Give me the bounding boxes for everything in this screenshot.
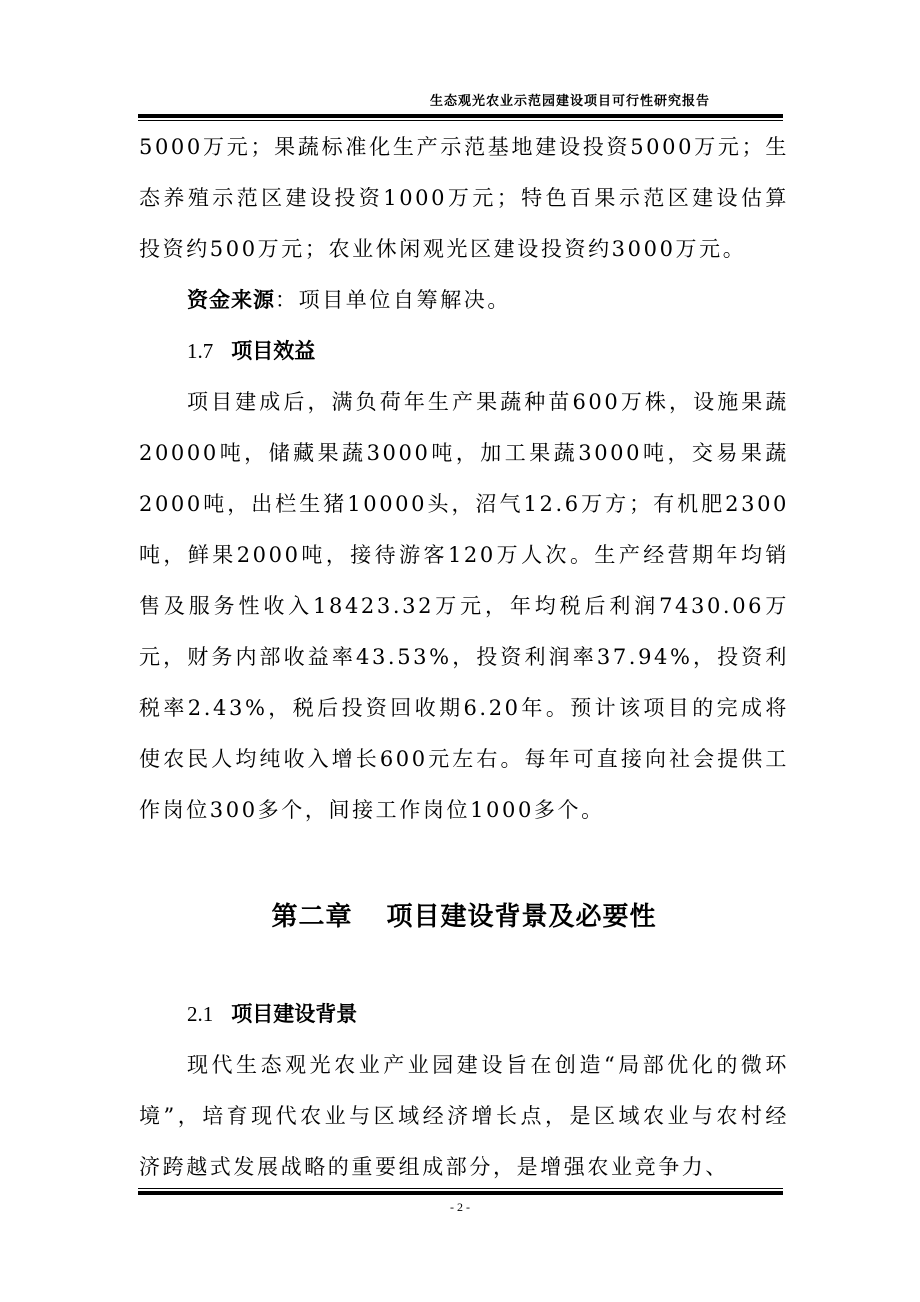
section-number: 1.7 — [187, 339, 214, 363]
spacer — [139, 836, 789, 892]
header-rule-thick — [138, 114, 783, 118]
paragraph-investment: 5000万元；果蔬标准化生产示范基地建设投资5000万元；生态养殖示范区建设投资1000万元；特色百果示范区建设估算投资约500万元；农业休闲观光区建设投资约3000万元。 — [139, 135, 789, 261]
spacer — [139, 943, 789, 989]
paragraph-funding — [139, 275, 789, 326]
section-title: 项目效益 — [231, 339, 316, 363]
paragraph-benefits: 项目建成后，满负荷年生产果蔬种苗600万株，设施果蔬20000吨，储藏果蔬3000吨，加工果蔬3000吨，交易果蔬2000吨，出栏生猪10000头，沼气12.6万方；有机肥2300吨，鲜果2000吨，接待游客120万人次。生产经营期年均销售及服务性收入18423.32万元，年均税后利润7430.06万元，财务内部收益率43.53%，投资利润率37.94%，投资利税率2.43%，税后投资回收期6.20年。预计该项目的完成将使农民人均纯收入增长600元左右。每年可直接向社会提供工作岗位300多个，间接工作岗位1000多个。 — [139, 390, 789, 822]
page-number: - 2 - — [450, 1200, 470, 1214]
section-title: 项目建设背景 — [231, 1002, 358, 1026]
running-header: 生态观光农业示范园建设项目可行性研究报告 — [430, 94, 711, 109]
chapter-title: 第二章 项目建设背景及必要性 — [271, 902, 657, 932]
section-heading-2-1 — [139, 989, 789, 1040]
footer-rule-thick — [138, 1191, 783, 1195]
paragraph-background: 现代生态观光农业产业园建设旨在创造“局部优化的微环境”，培育现代农业与区域经济增长点，是区域农业与农村经济跨越式发展战略的重要组成部分，是增强农业竞争力、 — [139, 1053, 789, 1179]
section-number: 2.1 — [187, 1002, 214, 1026]
funding-label: 资金来源 — [187, 288, 275, 312]
footer-rule-thin — [138, 1188, 783, 1189]
section-heading-1-7 — [139, 326, 789, 377]
funding-text: ：项目单位自筹解决。 — [275, 288, 511, 312]
page-content — [139, 120, 789, 1193]
